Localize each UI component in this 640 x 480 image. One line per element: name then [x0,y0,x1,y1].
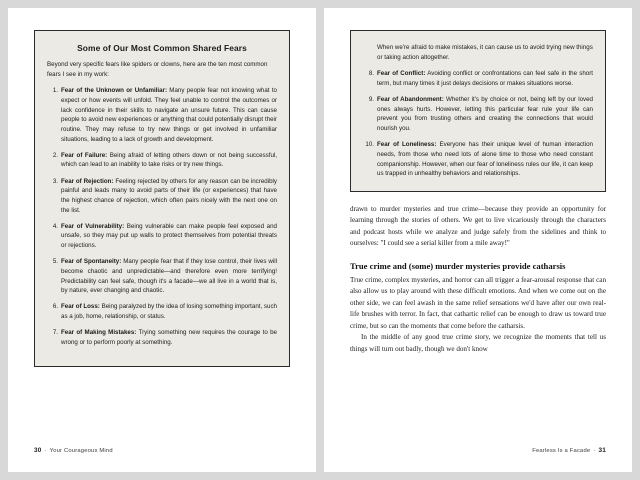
body-paragraph: In the middle of any good true crime story, we recognize the moments that tell us things will turn out badly, though we don't know [350,333,606,353]
page-number: 30 [34,447,42,454]
fear-term: Fear of the Unknown or Unfamiliar: [61,87,168,95]
common-fears-list-continued [363,69,593,179]
section-subheading: True crime and (some) murder mysteries provide catharsis [350,260,566,271]
page-number: 31 [598,447,606,454]
common-fears-list [47,86,277,347]
list-item [377,69,593,88]
fear-term: Fear of Conflict: [377,70,426,78]
fear-term: Fear of Rejection: [61,177,114,185]
list-item [377,140,593,179]
left-page [8,8,316,472]
list-item [61,222,277,251]
fear-term: Fear of Making Mistakes: [61,329,137,337]
list-item [61,177,277,216]
list-item [61,302,277,321]
fear-text: Being afraid of letting others down or not being successful, which can lead to an inability to take risks or try new things. [61,151,277,169]
body-paragraph: drawn to murder mysteries and true crime—because they provide an opportunity for learning through the stories of others. We get to live vicariously through the characters and podcast hosts while we analyze and judge safely from the sidelines and think to ourselves: "I could see a serial killer from a mile away!" [350,204,606,248]
fear-term: Fear of Failure: [61,151,108,159]
fear-term: Fear of Vulnerability: [61,222,125,230]
fear-text: Many people fear not knowing what to expect or how events will unfold. They feel unable to control the outcomes or lack confidence in their skills to navigate an unsure future. This can cause people to avoid new experiences or anything that could potentially disrupt their routine. They may refuse to try new things or get involved in unfamiliar situations, leading to a lack of growth and development. [61,87,277,143]
fear-term: Fear of Abandonment: [377,96,444,104]
fear-text: Avoiding conflict or confrontations can feel safe in the short term, but many times it just delays decisions or makes situations worse. [377,70,594,87]
common-fears-continued-lead: When we're afraid to make mistakes, it can cause us to avoid trying new things or taking action altogether. [377,44,593,61]
list-item [61,257,277,296]
list-item [61,328,277,347]
left-page-footer: 30 · Your Courageous Mind [34,447,113,454]
fear-text: Being paralyzed by the idea of losing something important, such as a job, home, relationship, or status. [61,303,277,321]
fear-term: Fear of Loneliness: [377,141,437,149]
body-paragraph: True crime, complex mysteries, and horror can all trigger a fear-arousal response that can also allow us to play around with these difficult emotions. And when we come out on the other side, we can feel awash in the same relief sensations we'd have after our own real-life brushes with terror. In fact, that cathartic relief can be enough to draw us toward true crime, but so can the moments that come before the catharsis. [350,275,606,330]
fear-text: Being vulnerable can make people feel exposed and unsafe, so they may put up walls to protect themselves from potential threats or rejections. [61,222,277,250]
fear-term: Fear of Loss: [61,303,100,311]
common-fears-heading: Some of Our Most Common Shared Fears [77,43,247,53]
fear-text: Everyone has their unique level of human interaction needs, from those who need lots of alone time to those who need constant companionship. However, when our fear of loneliness rules our life, it can keep us trapped in unhealthy behaviors and relationships. [377,141,593,178]
list-item [377,95,593,134]
fear-text: Trying something new requires the courage to be wrong or to perform poorly at something. [61,329,277,346]
right-page-footer: Fearless Is a Facade · 31 [532,447,606,454]
fear-text: Whether it's by choice or not, being left by our loved ones always hurts. However, letting this particular fear rule your life can prevent you from trusting others and creating the connections that would nourish you. [377,96,593,133]
fear-term: Fear of Spontaneity: [61,258,122,266]
common-fears-box [34,30,290,367]
right-page [324,8,632,472]
footer-title: Your Courageous Mind [49,448,113,454]
fear-text: Feeling rejected by others for any reason can be incredibly painful and leads many to avoid parts of their life (or experiences) that have the highest chance of rejection, which often pairs nicely with the next one on the list. [61,177,277,214]
fear-text: Many people fear that if they lose control, their lives will become chaotic and unpredictable—and therefore even more terrifying! Predictability can feel safe, though it's a facade—we all live in a world that is, by nature, ever changing and chaotic. [61,258,277,295]
list-item [61,151,277,170]
footer-title: Fearless Is a Facade [532,448,591,454]
common-fears-intro: Beyond very specific fears like spiders or clowns, here are the ten most common fears I see in my work: [47,61,268,78]
common-fears-box-continued [350,30,606,192]
list-item [61,86,277,144]
